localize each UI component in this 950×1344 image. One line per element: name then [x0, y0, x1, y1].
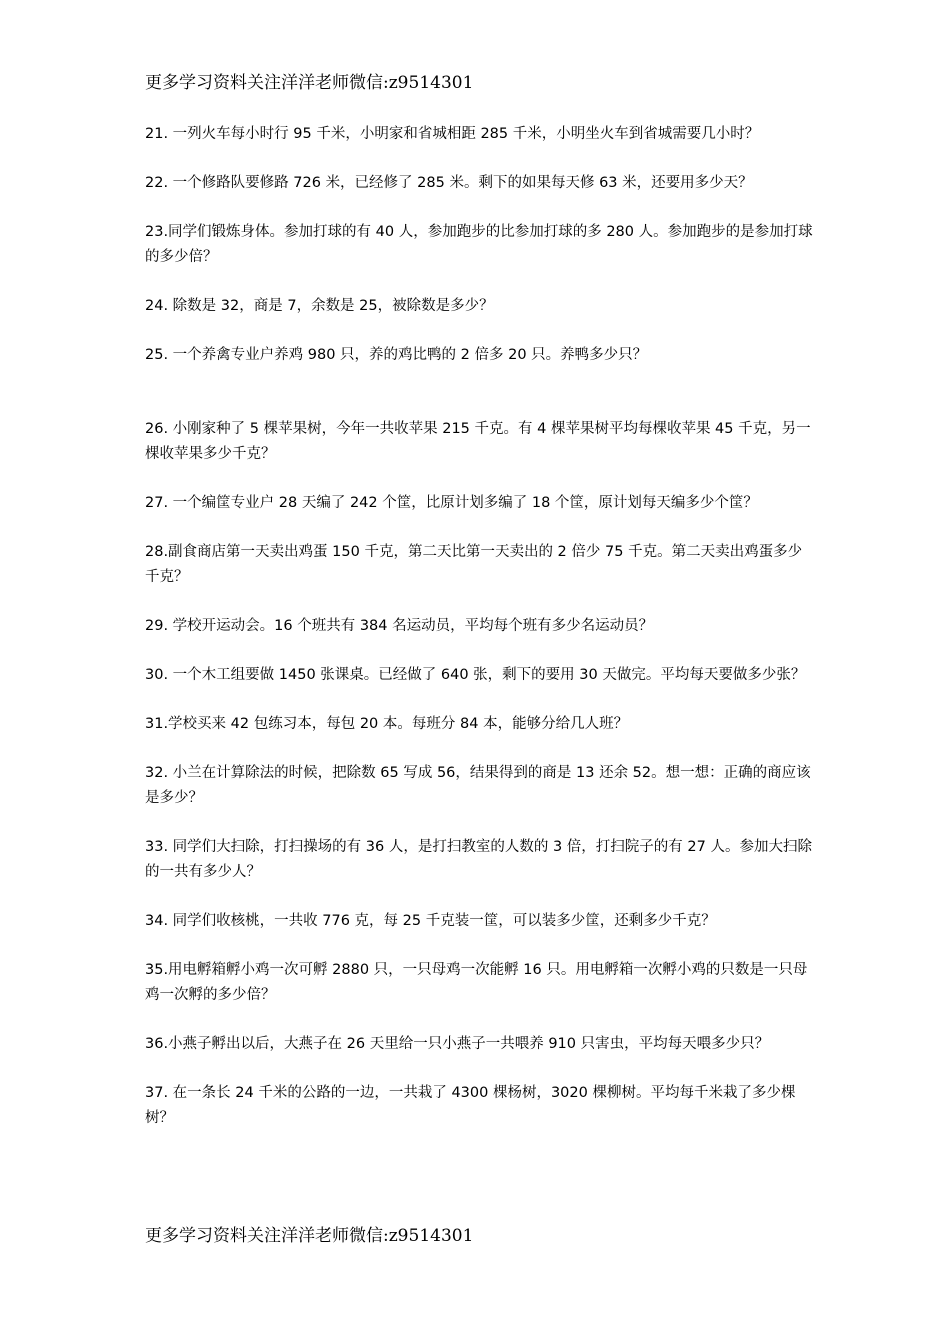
problem-28: 28.副食商店第一天卖出鸡蛋 150 千克，第二天比第一天卖出的 2 倍少 75 千克。第二天卖出鸡蛋多少千克？: [145, 544, 803, 585]
problem-29: 29. 学校开运动会。16 个班共有 384 名运动员，平均每个班有多少名运动员？: [145, 618, 654, 634]
problem-36: 36.小燕子孵出以后，大燕子在 26 天里给一只小燕子一共喂养 910 只害虫，平均每天喂多少只？: [145, 1036, 770, 1052]
problem-33: 33. 同学们大扫除，打扫操场的有 36 人，是打扫教室的人数的 3 倍，打扫院子的有 27 人。参加大扫除的一共有多少人？: [145, 839, 812, 880]
problem-21: 21. 一列火车每小时行 95 千米，小明家和省城相距 285 千米，小明坐火车到省城需要几小时？: [145, 126, 760, 142]
problem-30: 30. 一个木工组要做 1450 张课桌。已经做了 640 张，剩下的要用 30 天做完。平均每天要做多少张？: [145, 667, 806, 683]
page-header: 更多学习资料关注洋洋老师微信:z9514301: [145, 73, 474, 93]
problem-35: 35.用电孵箱孵小鸡一次可孵 2880 只，一只母鸡一次能孵 16 只。用电孵箱一次孵小鸡的只数是一只母鸡一次孵的多少倍？: [145, 962, 808, 1003]
problem-list: [145, 122, 813, 1131]
problem-37: 37. 在一条长 24 千米的公路的一边，一共栽了 4300 棵杨树，3020 棵柳树。平均每千米栽了多少棵树？: [145, 1085, 796, 1126]
problem-22: 22. 一个修路队要修路 726 米，已经修了 285 米。剩下的如果每天修 63 米，还要用多少天？: [145, 175, 753, 191]
problem-26: 26. 小刚家种了 5 棵苹果树，今年一共收苹果 215 千克。有 4 棵苹果树平均每棵收苹果 45 千克，另一棵收苹果多少千克？: [145, 421, 811, 462]
problem-25: 25. 一个养禽专业户养鸡 980 只，养的鸡比鸭的 2 倍多 20 只。养鸭多少只？: [145, 347, 648, 363]
problem-31: 31.学校买来 42 包练习本，每包 20 本。每班分 84 本，能够分给几人班？: [145, 716, 629, 732]
problem-23: 23.同学们锻炼身体。参加打球的有 40 人，参加跑步的比参加打球的多 280 人。参加跑步的是参加打球的多少倍？: [145, 224, 813, 265]
problem-34: 34. 同学们收核桃，一共收 776 克，每 25 千克装一筐，可以装多少筐，还剩多少千克？: [145, 913, 716, 929]
problem-32: 32. 小兰在计算除法的时候，把除数 65 写成 56，结果得到的商是 13 还余 52。想一想：正确的商应该是多少？: [145, 765, 811, 806]
page-footer: 更多学习资料关注洋洋老师微信:z9514301: [145, 1226, 474, 1246]
problem-24: 24. 除数是 32，商是 7，余数是 25，被除数是多少？: [145, 298, 494, 314]
problem-27: 27. 一个编筐专业户 28 天编了 242 个筐，比原计划多编了 18 个筐，原计划每天编多少个筐？: [145, 495, 758, 511]
